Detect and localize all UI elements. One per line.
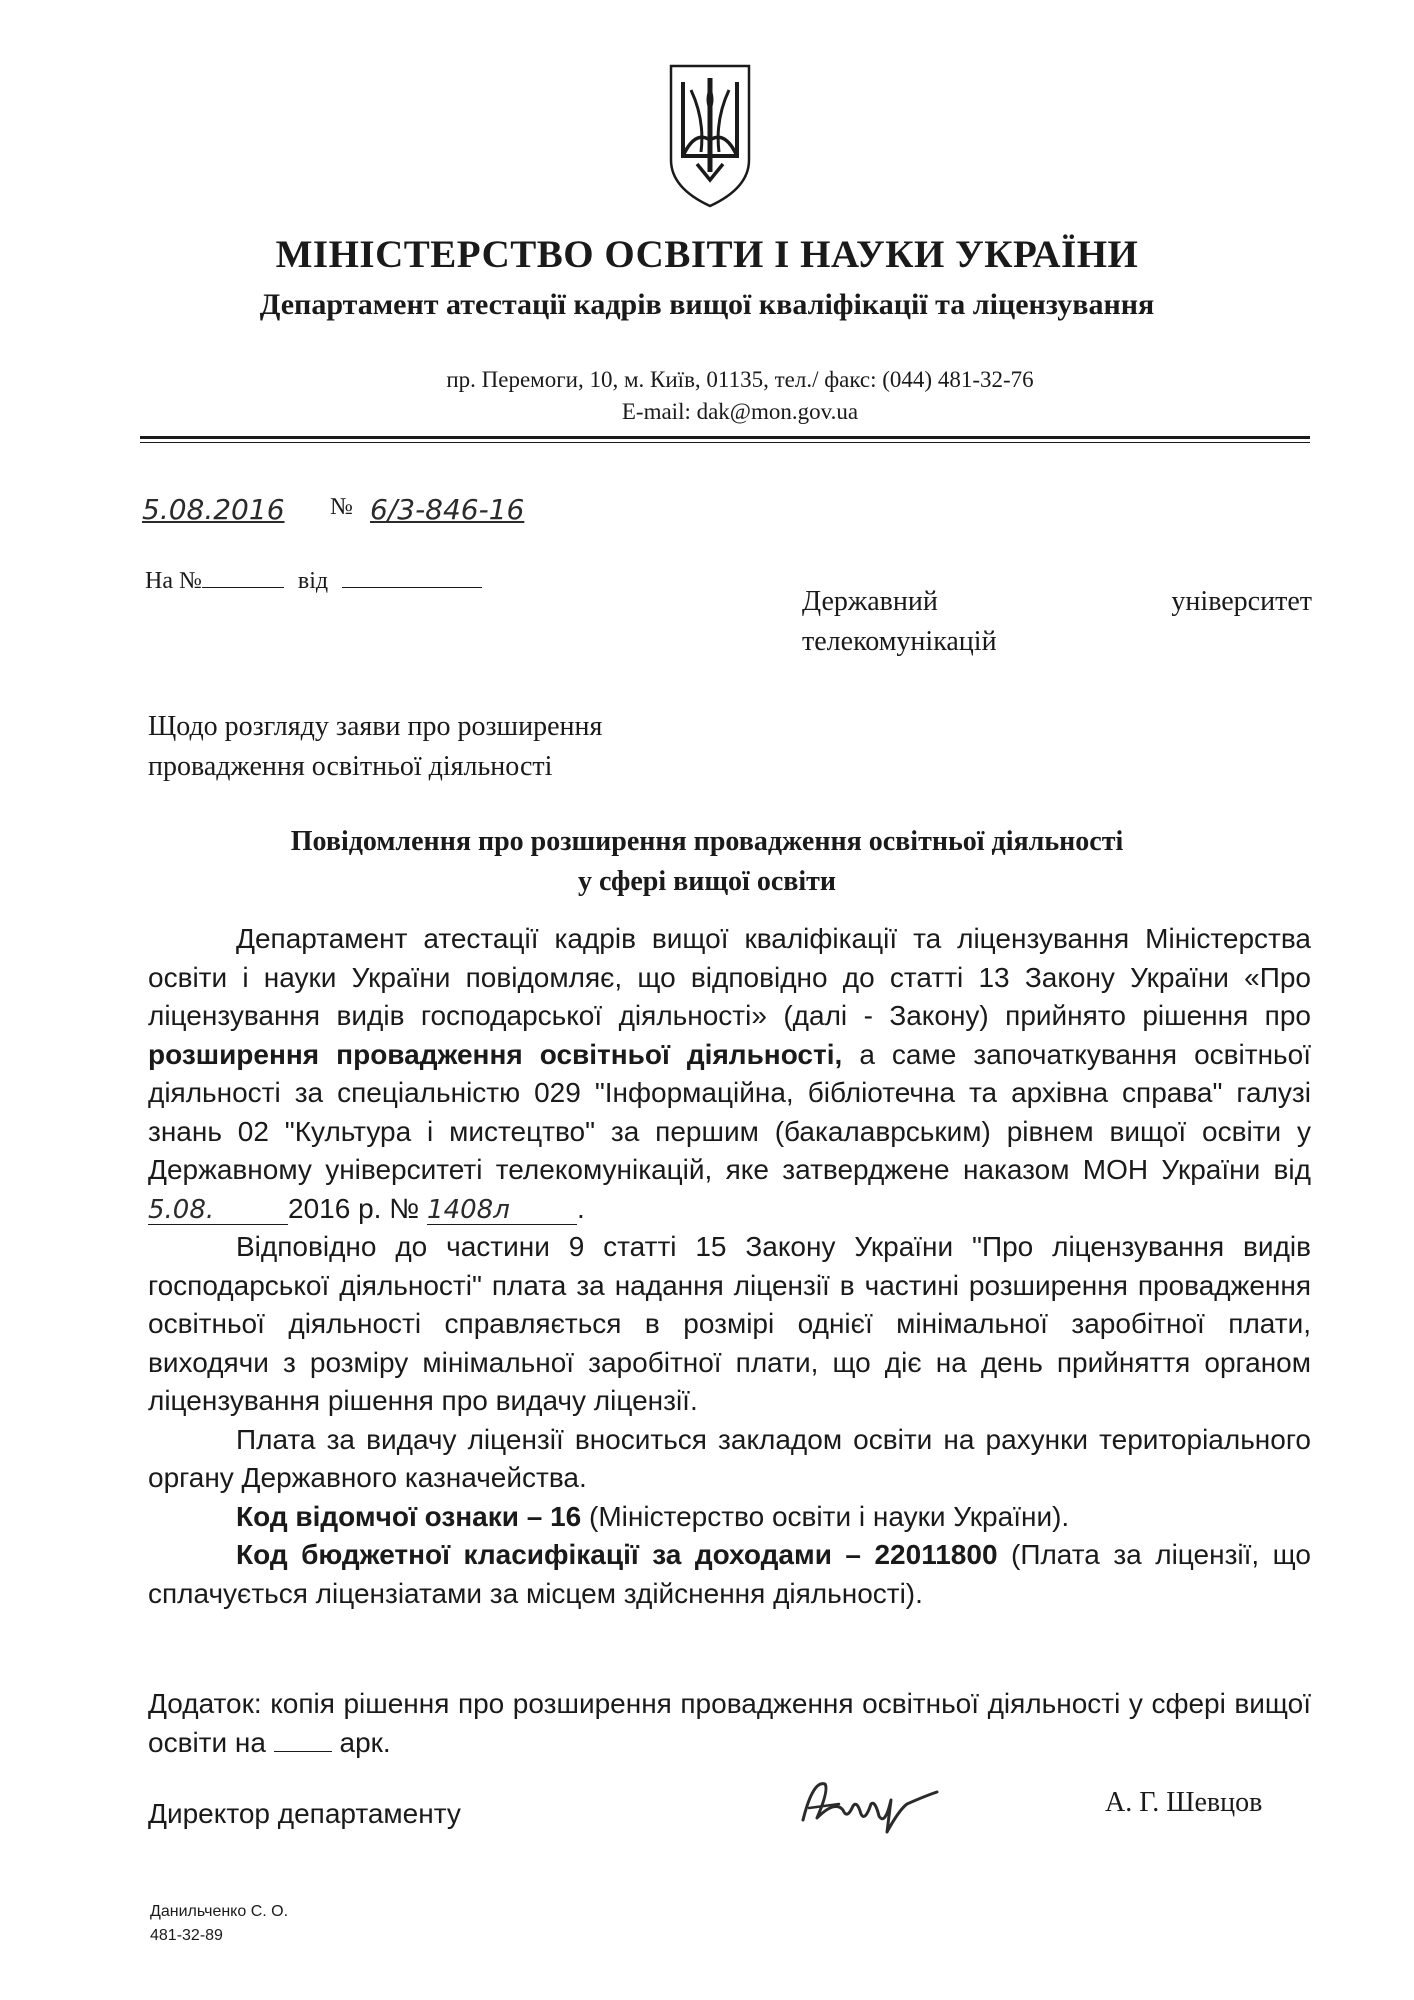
reference-date-label: від [297, 568, 329, 594]
attachment-sheets-blank [274, 1729, 332, 1752]
signatory-position: Директор департаменту [148, 1798, 461, 1829]
order-number-label: № [389, 1192, 428, 1224]
outgoing-number-label: № [330, 494, 353, 520]
postal-address: пр. Перемоги, 10, м. Київ, 01135, тел./ факс: (044) 481-32-76 [446, 367, 1034, 392]
body-paragraph-1 [148, 920, 1311, 1228]
budget-code: Код бюджетної класифікації за доходами – 22011800 [236, 1539, 998, 1570]
paragraph-1-text-cont: а саме започаткування освітньої діяльності за спеціальністю 029 "Інформаційна, бібліотечна та архівна справа" галузі знань 02 "Культура і мистецтво" за першим (бакалаврським) рівнем вищої освіти у Державному університеті телекомунікацій, яке затверджене наказом МОН України від [148, 1038, 1311, 1185]
addressee-line-1: Державний університет [802, 586, 1312, 617]
paragraph-1-end: . [577, 1192, 585, 1224]
body-paragraph-5 [148, 1536, 1311, 1613]
reference-line [145, 565, 482, 595]
reference-number-blank [202, 565, 284, 588]
reference-date-blank [342, 565, 482, 588]
letterhead-contacts [330, 364, 1150, 428]
order-year: 2016 р. [288, 1192, 382, 1224]
order-date-handwritten: 5.08. [148, 1196, 288, 1225]
trident-icon [665, 60, 755, 210]
body-paragraph-2: Відповідно до частини 9 статті 15 Закону України "Про ліцензування видів господарської діяльності" плата за надання ліцензії в частині розширення провадження освітньої діяльності справляється в розмірі однієї мінімальної заробітної плати, виходячи з розміру мінімальної заробітної плати, що діє на день прийняття органом ліцензування рішення про видачу ліцензії. [148, 1231, 1311, 1416]
department-code-note: (Міністерство освіти і науки України). [581, 1500, 1070, 1532]
letterhead-rule-thin [140, 442, 1310, 443]
paragraph-1-text: Департамент атестації кадрів вищої кваліфікації та ліцензування Міністерства освіти і науки України повідомляє, що відповідно до статті 13 Закону України «Про ліцензування видів господарської діяльності» (далі - Закону) прийнято рішення про [148, 923, 1311, 1031]
signatory-name: А. Г. Шевцов [1105, 1787, 1263, 1818]
subject-line-1: Щодо розгляду заяви про розширення [148, 711, 603, 742]
notice-title-line-1: Повідомлення про розширення провадження освітньої діяльності [290, 826, 1124, 857]
email-address: E-mail: dak@mon.gov.ua [621, 399, 859, 424]
letterhead-rule [140, 436, 1310, 439]
executor-info [150, 1900, 288, 1948]
department-name: Департамент атестації кадрів вищої кваліфікації та ліцензування [259, 288, 1155, 321]
reference-number-label: На № [145, 568, 202, 594]
attachment-note [148, 1685, 1311, 1762]
handwritten-signature [795, 1770, 945, 1840]
order-number-handwritten: 1408л [427, 1196, 577, 1225]
addressee-line-2: телекомунікацій [802, 626, 997, 657]
department-code: Код відомчої ознаки – 16 [236, 1500, 582, 1532]
executor-name: Данильченко С. О. [150, 1903, 289, 1920]
executor-phone: 481-32-89 [150, 1927, 223, 1944]
notice-title-line-2: у сфері вищої освіти [577, 866, 837, 897]
budget-code-note: (Плата за ліцензії, що сплачується ліцензіатами за місцем здійснення діяльності). [148, 1539, 1311, 1609]
subject-line-2: провадження освітньої діяльності [148, 751, 553, 782]
body-paragraph-4 [148, 1498, 1311, 1537]
addressee [802, 582, 1312, 662]
letter-body [148, 920, 1311, 1613]
outgoing-date: 5.08.2016 [142, 493, 285, 526]
ministry-name: МІНІСТЕРСТВО ОСВІТИ І НАУКИ УКРАЇНИ [275, 233, 1139, 276]
subject [148, 707, 708, 787]
attachment-text: Додаток: копія рішення про розширення провадження освітньої діяльності у сфері вищої освіти на [148, 1688, 1311, 1758]
paragraph-1-bold: розширення провадження освітньої діяльності, [148, 1038, 843, 1070]
outgoing-number: 6/3-846-16 [370, 493, 525, 526]
body-paragraph-3: Плата за видачу ліцензії вноситься закладом освіти на рахунки територіального органу Державного казначейства. [148, 1423, 1311, 1493]
notice-title [0, 822, 1414, 902]
attachment-sheets-label: арк. [331, 1726, 391, 1758]
